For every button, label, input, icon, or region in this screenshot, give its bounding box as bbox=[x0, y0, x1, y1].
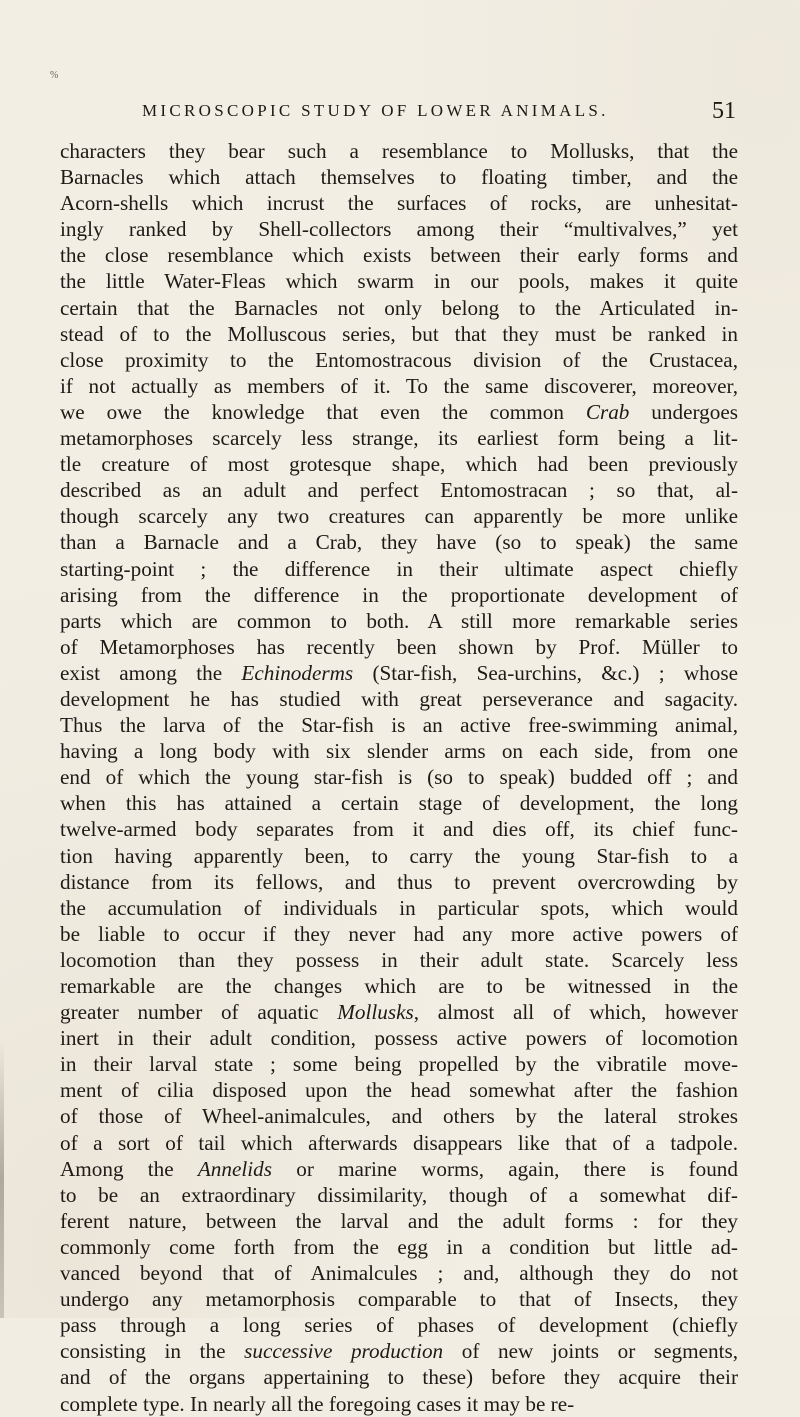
text-line bbox=[60, 1025, 738, 1051]
text-line bbox=[60, 712, 738, 738]
text-line bbox=[60, 1182, 738, 1208]
text-line bbox=[60, 869, 738, 895]
text-line bbox=[60, 242, 738, 268]
text-line bbox=[60, 764, 738, 790]
text-line bbox=[60, 503, 738, 529]
text-segment: development he has studied with great perseverance and sagacity. bbox=[60, 686, 738, 711]
text-segment: of a sort of tail which afterwards disappears like that of a tadpole. bbox=[60, 1130, 738, 1155]
text-segment: undergoes bbox=[629, 399, 738, 424]
text-line bbox=[60, 999, 738, 1025]
text-segment: ferent nature, between the larval and the adult forms : for they bbox=[60, 1208, 738, 1233]
text-line bbox=[60, 973, 738, 999]
page-number: 51 bbox=[712, 98, 736, 124]
text-line bbox=[60, 1338, 738, 1364]
text-segment: having a long body with six slender arms on each side, from one bbox=[60, 739, 738, 764]
text-segment: in their larval state ; some being propelled by the vibratile move- bbox=[60, 1052, 738, 1077]
text-segment: or marine worms, again, there is found bbox=[272, 1156, 738, 1181]
text-segment: pass through a long series of phases of development (chiefly bbox=[60, 1313, 738, 1338]
italic-term: Crab bbox=[585, 399, 630, 424]
text-segment: locomotion than they possess in their adult state. Scarcely less bbox=[60, 947, 738, 972]
text-segment: parts which are common to both. A still more remarkable series bbox=[60, 608, 738, 633]
text-line bbox=[60, 1364, 738, 1390]
text-line bbox=[60, 164, 738, 190]
text-segment: remarkable are the changes which are to be witnessed in the bbox=[60, 974, 738, 998]
text-segment: (Star-fish, Sea-urchins, &c.) ; whose bbox=[353, 660, 738, 685]
text-segment: distance from its fellows, and thus to prevent overcrowding by bbox=[60, 869, 738, 894]
text-segment: metamorphoses scarcely less strange, its earliest form being a lit- bbox=[60, 426, 738, 451]
italic-term: successive production bbox=[244, 1339, 444, 1364]
text-segment: , almost all of which, however bbox=[413, 1000, 738, 1025]
text-segment: of new joints or segments, bbox=[443, 1339, 738, 1364]
text-segment: Barnacles which attach themselves to floating timber, and the bbox=[60, 165, 738, 190]
text-segment: consisting in the bbox=[60, 1339, 245, 1364]
text-line bbox=[60, 268, 738, 294]
text-line bbox=[60, 895, 738, 921]
text-line bbox=[60, 190, 738, 216]
text-segment: certain that the Barnacles not only belong to the Articulated in- bbox=[60, 295, 738, 320]
text-segment: be liable to occur if they never had any more active powers of bbox=[60, 921, 738, 946]
page-edge-shadow bbox=[0, 1040, 4, 1318]
text-line bbox=[60, 1156, 738, 1182]
text-line bbox=[60, 556, 738, 582]
text-segment: characters they bear such a resemblance to Mollusks, that the bbox=[60, 139, 738, 163]
text-line bbox=[60, 347, 738, 373]
text-line bbox=[60, 1234, 738, 1260]
text-segment: the little Water-Fleas which swarm in our pools, makes it quite bbox=[60, 269, 738, 294]
text-line bbox=[60, 138, 738, 164]
text-segment: the close resemblance which exists between their early forms and bbox=[60, 243, 738, 268]
text-line bbox=[60, 686, 738, 712]
text-segment: tion having apparently been, to carry the young Star-fish to a bbox=[60, 843, 738, 868]
text-line bbox=[60, 582, 738, 608]
text-segment: stead of to the Molluscous series, but that they must be ranked in bbox=[60, 321, 738, 346]
text-line bbox=[60, 399, 738, 425]
text-line bbox=[60, 529, 738, 555]
text-segment: than a Barnacle and a Crab, they have (so to speak) the same bbox=[60, 530, 738, 555]
text-line bbox=[60, 425, 738, 451]
running-head: MICROSCOPIC STUDY OF LOWER ANIMALS. bbox=[142, 101, 609, 120]
text-segment: vanced beyond that of Animalcules ; and, although they do not bbox=[60, 1261, 738, 1286]
italic-term: Mollusks bbox=[337, 1000, 414, 1025]
body-text bbox=[60, 138, 738, 1417]
text-segment: greater number of aquatic bbox=[60, 1000, 338, 1025]
text-line bbox=[60, 321, 738, 347]
text-line bbox=[60, 921, 738, 947]
text-segment: inert in their adult condition, possess active powers of locomotion bbox=[60, 1026, 738, 1051]
text-line bbox=[60, 1130, 738, 1156]
stray-ink-mark: % bbox=[50, 70, 59, 81]
text-segment: Thus the larva of the Star-fish is an active free-swimming animal, bbox=[60, 713, 738, 738]
text-segment: undergo any metamorphosis comparable to that of Insects, they bbox=[60, 1287, 738, 1312]
italic-term: Echinoderms bbox=[241, 660, 354, 685]
text-segment: when this has attained a certain stage of development, the long bbox=[60, 791, 738, 816]
text-line bbox=[60, 634, 738, 660]
text-segment: exist among the bbox=[60, 660, 242, 685]
text-line bbox=[60, 451, 738, 477]
text-segment: though scarcely any two creatures can apparently be more unlike bbox=[60, 504, 738, 529]
text-segment: of those of Wheel-animalcules, and others by the lateral strokes bbox=[60, 1104, 738, 1129]
text-segment: Among the bbox=[60, 1156, 198, 1181]
text-segment: and of the organs appertaining to these) before they acquire their bbox=[60, 1365, 738, 1390]
text-line bbox=[60, 373, 738, 399]
text-segment: to be an extraordinary dissimilarity, though of a somewhat dif- bbox=[60, 1182, 738, 1207]
text-line bbox=[60, 1260, 738, 1286]
text-line bbox=[60, 660, 738, 686]
text-segment: end of which the young star-fish is (so to speak) budded off ; and bbox=[60, 765, 738, 790]
text-segment: commonly come forth from the egg in a condition but little ad- bbox=[60, 1234, 738, 1259]
text-line bbox=[60, 1286, 738, 1312]
text-line bbox=[60, 1077, 738, 1103]
text-line bbox=[60, 738, 738, 764]
text-line bbox=[60, 1208, 738, 1234]
text-line bbox=[60, 843, 738, 869]
text-segment: tle creature of most grotesque shape, which had been previously bbox=[60, 452, 738, 477]
text-segment: complete type. In nearly all the foregoing cases it may be re- bbox=[60, 1391, 575, 1416]
text-line bbox=[60, 216, 738, 242]
text-segment: of Metamorphoses has recently been shown by Prof. Müller to bbox=[60, 634, 738, 659]
text-line bbox=[60, 608, 738, 634]
text-line bbox=[60, 295, 738, 321]
text-segment: ingly ranked by Shell-collectors among their “multivalves,” yet bbox=[60, 217, 738, 242]
italic-term: Annelids bbox=[197, 1156, 273, 1181]
text-line bbox=[60, 1103, 738, 1129]
text-line bbox=[60, 1391, 738, 1417]
text-segment: arising from the difference in the proportionate development of bbox=[60, 582, 738, 607]
text-segment: close proximity to the Entomostracous division of the Crustacea, bbox=[60, 347, 738, 372]
text-segment: described as an adult and perfect Entomostracan ; so that, al- bbox=[60, 478, 738, 503]
text-segment: we owe the knowledge that even the common bbox=[60, 399, 586, 424]
text-line bbox=[60, 816, 738, 842]
text-line bbox=[60, 947, 738, 973]
text-segment: ment of cilia disposed upon the head somewhat after the fashion bbox=[60, 1078, 738, 1103]
text-segment: twelve-armed body separates from it and dies off, its chief func- bbox=[60, 817, 738, 842]
page-header bbox=[64, 96, 736, 126]
text-line bbox=[60, 1312, 738, 1338]
text-line bbox=[60, 790, 738, 816]
text-line bbox=[60, 477, 738, 503]
text-line bbox=[60, 1051, 738, 1077]
text-segment: the accumulation of individuals in particular spots, which would bbox=[60, 895, 738, 920]
text-segment: Acorn-shells which incrust the surfaces of rocks, are unhesitat- bbox=[60, 191, 738, 216]
text-segment: starting-point ; the difference in their ultimate aspect chiefly bbox=[60, 556, 738, 581]
text-segment: if not actually as members of it. To the same discoverer, moreover, bbox=[60, 373, 738, 398]
